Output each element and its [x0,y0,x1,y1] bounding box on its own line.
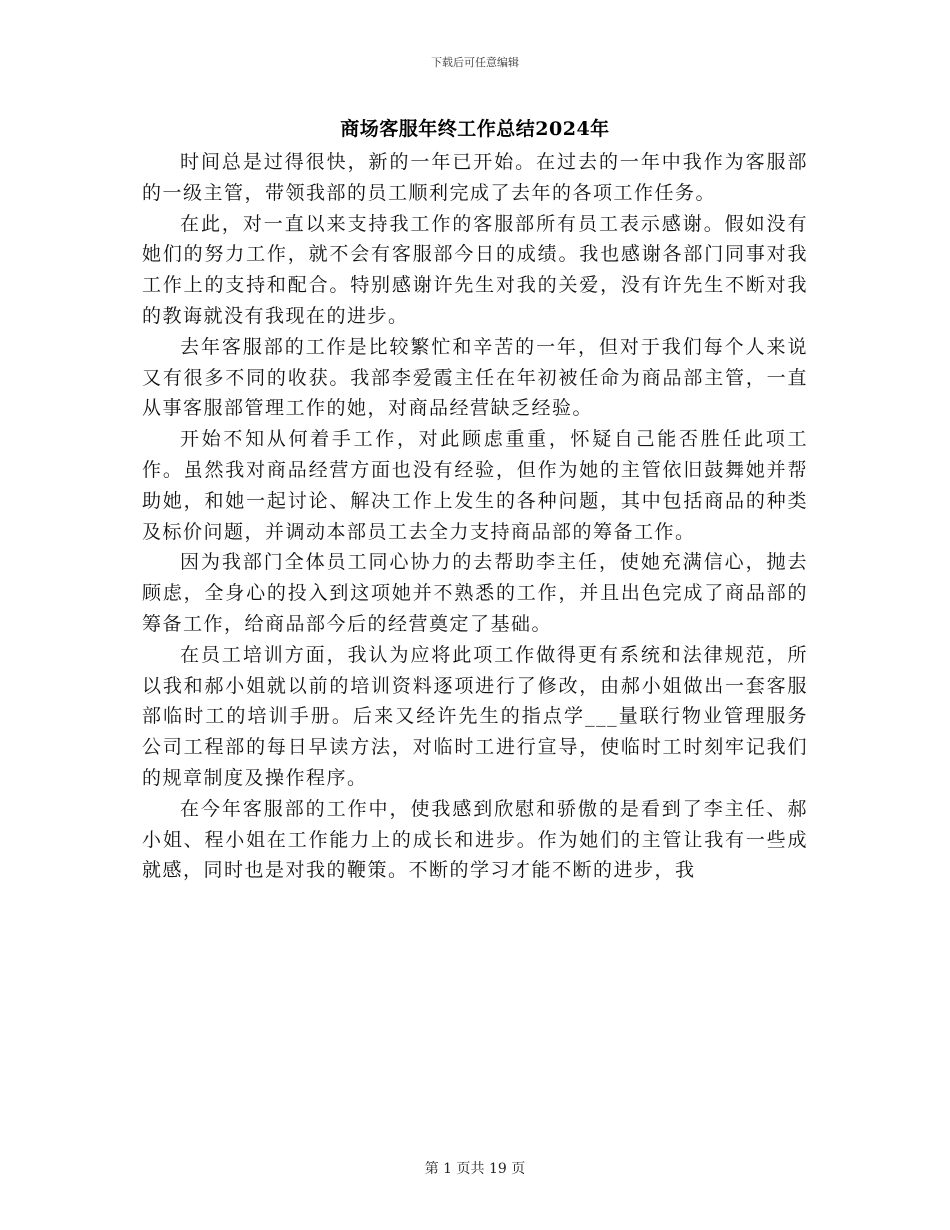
header-note: 下载后可任意编辑 [431,56,519,69]
paragraph: 开始不知从何着手工作，对此顾虑重重，怀疑自己能否胜任此项工作。虽然我对商品经营方面也没有经验，但作为她的主管依旧鼓舞她并帮助她，和她一起讨论、解决工作上发生的各种问题，其中包括商品的种类及标价问题，并调动本部员工去全力支持商品部的筹备工作。 [142,428,808,543]
paragraph: 在此，对一直以来支持我工作的客服部所有员工表示感谢。假如没有她们的努力工作，就不会有客服部今日的成绩。我也感谢各部门同事对我工作上的支持和配合。特别感谢许先生对我的关爱，没有许先生不断对我的教诲就没有我现在的进步。 [142,212,808,327]
paragraph: 因为我部门全体员工同心协力的去帮助李主任，使她充满信心，抛去顾虑，全身心的投入到这项她并不熟悉的工作，并且出色完成了商品部的筹备工作，给商品部今后的经营奠定了基础。 [142,551,808,635]
document-body [142,147,808,886]
paragraph: 时间总是过得很快，新的一年已开始。在过去的一年中我作为客服部的一级主管，带领我部的员工顺利完成了去年的各项工作任务。 [142,151,808,204]
paragraph: 在员工培训方面，我认为应将此项工作做得更有系统和法律规范，所以我和郝小姐就以前的培训资料逐项进行了修改，由郝小姐做出一套客服部临时工的培训手册。后来又经许先生的指点学___量联行物业管理服务公司工程部的每日早读方法，对临时工进行宣导，使临时工时刻牢记我们的规章制度及操作程序。 [142,643,808,789]
document-title: 商场客服年终工作总结2024年 [340,118,610,140]
paragraph: 去年客服部的工作是比较繁忙和辛苦的一年，但对于我们每个人来说又有很多不同的收获。我部李爱霞主任在年初被任命为商品部主管，一直从事客服部管理工作的她，对商品经营缺乏经验。 [142,335,808,420]
paragraph: 在今年客服部的工作中，使我感到欣慰和骄傲的是看到了李主任、郝小姐、程小姐在工作能力上的成长和进步。作为她们的主管让我有一些成就感，同时也是对我的鞭策。不断的学习才能不断的进步，我 [142,797,808,882]
page-number-footer: 第 1 页共 19 页 [424,1161,526,1177]
